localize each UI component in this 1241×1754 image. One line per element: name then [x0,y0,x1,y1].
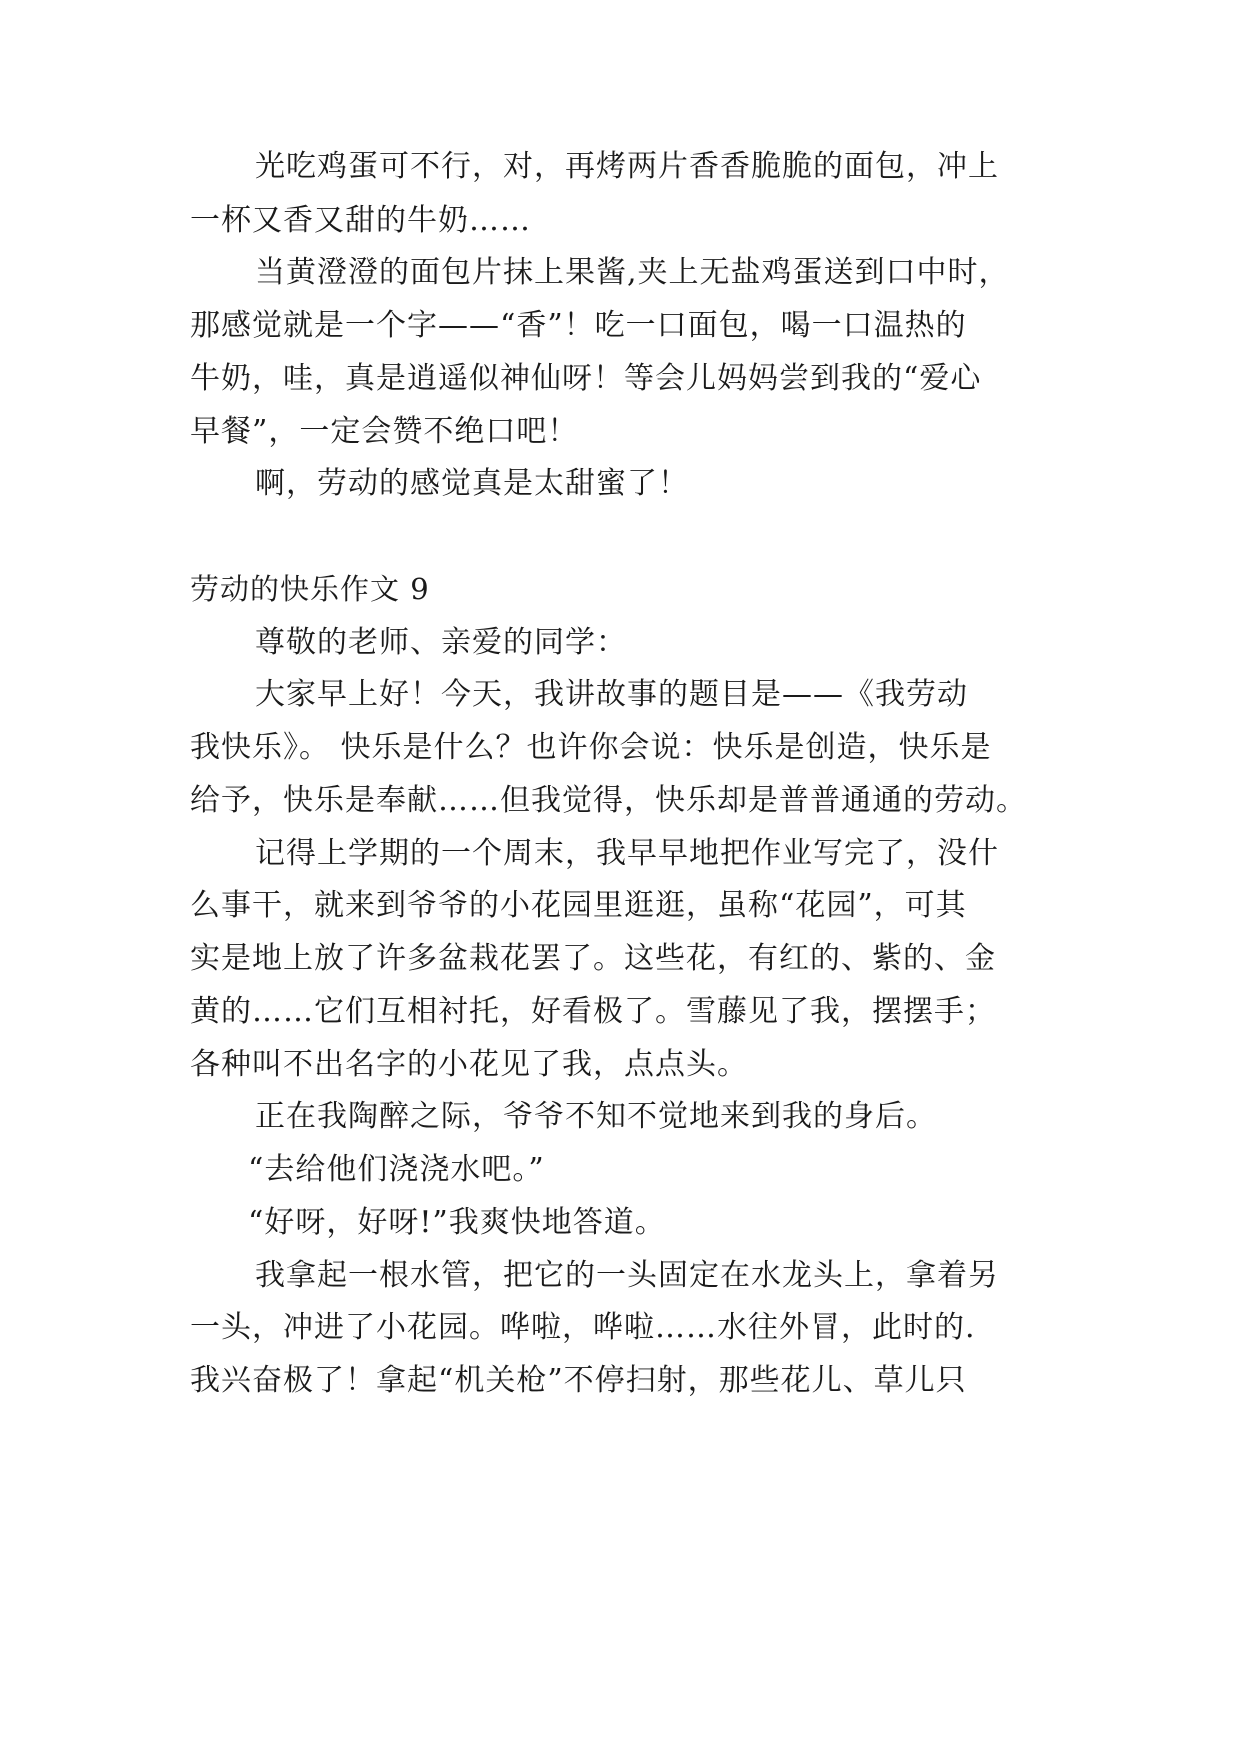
paragraph-line: 一杯又香又甜的牛奶…… [190,203,531,238]
essay-title: 劳动的快乐作文 9 [190,572,430,606]
paragraph-line: 大家早上好！今天，我讲故事的题目是——《我劳动 [255,677,968,712]
paragraph-line: 实是地上放了许多盆栽花罢了。这些花，有红的、紫的、金 [190,941,996,976]
paragraph-line: 那感觉就是一个字——“香”！吃一口面包，喝一口温热的 [190,308,967,343]
paragraph-line: 正在我陶醉之际，爷爷不知不觉地来到我的身后。 [255,1099,937,1134]
paragraph-line: 我快乐》。 快乐是什么？也许你会说：快乐是创造，快乐是 [190,730,992,765]
paragraph-line: 光吃鸡蛋可不行，对，再烤两片香香脆脆的面包，冲上 [255,149,999,184]
paragraph-line: 一头，冲进了小花园。哗啦，哗啦……水往外冒，此时的. [190,1310,976,1345]
paragraph-line: 么事干，就来到爷爷的小花园里逛逛，虽称“花园”，可其 [190,888,967,923]
paragraph-line: 我兴奋极了！拿起“机关枪”不停扫射，那些花儿、草儿只 [190,1363,967,1398]
paragraph-line: 各种叫不出名字的小花见了我，点点头。 [190,1047,748,1082]
dialogue-line: “去给他们浇浇水吧。” [248,1152,545,1187]
paragraph-line: 记得上学期的一个周末，我早早地把作业写完了，没什 [255,836,999,871]
paragraph-line: 牛奶，哇，真是逍遥似神仙呀！等会儿妈妈尝到我的“爱心 [190,361,982,396]
paragraph-line: 黄的……它们互相衬托，好看极了。雪藤见了我，摆摆手； [190,994,996,1029]
paragraph-line: 当黄澄澄的面包片抹上果酱,夹上无盐鸡蛋送到口中时， [255,255,1010,290]
paragraph-line: 早餐”，一定会赞不绝口吧！ [190,414,579,449]
paragraph-line: 尊敬的老师、亲爱的同学： [255,625,627,660]
paragraph-line: 啊，劳动的感觉真是太甜蜜了！ [255,466,689,501]
dialogue-line: “好呀，好呀!”我爽快地答道。 [248,1205,666,1240]
paragraph-line: 我拿起一根水管，把它的一头固定在水龙头上，拿着另 [255,1258,999,1293]
paragraph-line: 给予，快乐是奉献……但我觉得，快乐却是普普通通的劳动。 [190,783,1027,818]
